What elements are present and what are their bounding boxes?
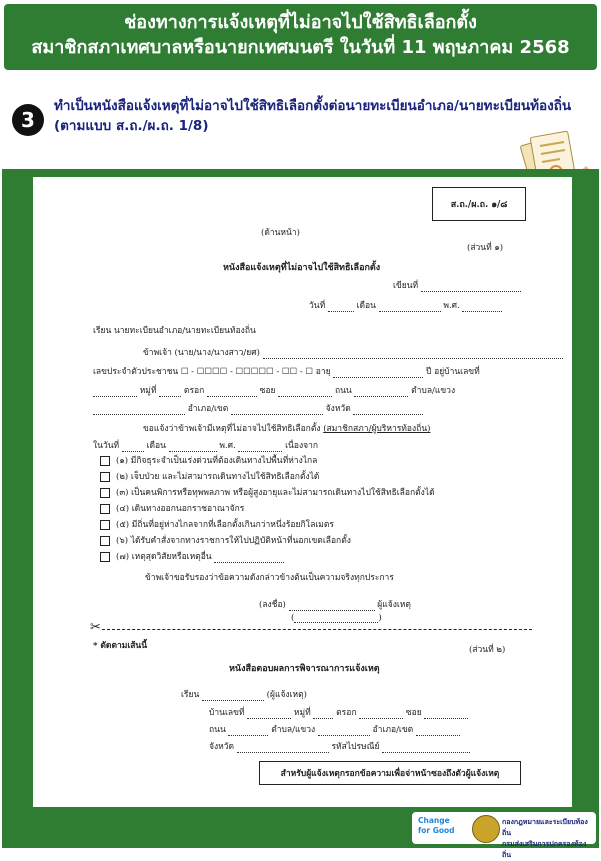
address-line2 bbox=[93, 401, 423, 415]
name-line bbox=[143, 345, 563, 359]
reason-checkbox[interactable] bbox=[100, 536, 110, 546]
reply-address-line2 bbox=[209, 722, 460, 736]
id-label: เลขประจำตัวประชาชน bbox=[93, 367, 179, 377]
reply-soi-label: ซอย bbox=[405, 708, 422, 718]
reply-tambon-label: ตำบล/แขวง bbox=[271, 725, 316, 735]
envelope-address-note: สำหรับผู้แจ้งเหตุกรอกข้อความเพื่อจ่าหน้าซองถึงตัวผู้แจ้งเหตุ bbox=[259, 761, 521, 785]
on-date-line bbox=[93, 438, 318, 452]
address-line1 bbox=[93, 383, 455, 397]
reason-checkbox[interactable] bbox=[100, 456, 110, 466]
notify-text: ขอแจ้งว่าข้าพเจ้ามีเหตุที่ไม่อาจไปใช้สิทธิเลือกตั้ง bbox=[143, 424, 321, 434]
because-label: เนื่องจาก bbox=[285, 441, 318, 451]
org-name bbox=[502, 817, 594, 861]
date-year-label: พ.ศ. bbox=[443, 301, 460, 311]
name-label: ข้าพเจ้า (นาย/นาง/นางสาว/ยศ) bbox=[143, 348, 260, 358]
road-label: ถนน bbox=[334, 386, 352, 396]
reason-label: (๓) เป็นคนพิการหรือทุพพลภาพ หรือผู้สูงอายุและไม่สามารถเดินทางไปใช้สิทธิเลือกตั้งได้ bbox=[116, 488, 435, 498]
years-house-label: ปี อยู่บ้านเลขที่ bbox=[426, 367, 480, 377]
reply-road-label: ถนน bbox=[209, 725, 226, 735]
reason-label: (๔) เดินทางออกนอกราชอาณาจักร bbox=[116, 504, 245, 514]
part1-label: (ส่วนที่ ๑) bbox=[467, 243, 504, 253]
step-number-badge: 3 bbox=[12, 104, 44, 136]
reason-item bbox=[100, 485, 435, 499]
addressee: เรียน นายทะเบียนอำเภอ/นายทะเบียนท้องถิ่น bbox=[93, 326, 256, 336]
date-day-label: วันที่ bbox=[309, 301, 326, 311]
on-date-label: ในวันที่ bbox=[93, 441, 120, 451]
reason-label: (๒) เจ็บป่วย และไม่สามารถเดินทางไปใช้สิทธิเลือกตั้งได้ bbox=[116, 472, 320, 482]
id-line bbox=[93, 364, 480, 378]
printed-name-line: ( ) bbox=[291, 613, 382, 623]
on-date-month-label: เดือน bbox=[146, 441, 166, 451]
reason-item bbox=[100, 501, 244, 515]
written-at-line bbox=[393, 278, 521, 292]
reason-label: (๕) มีถิ่นที่อยู่ห่างไกลจากที่เลือกตั้งเกินกว่าหนึ่งร้อยกิโลเมตร bbox=[116, 520, 334, 530]
written-at-label: เขียนที่ bbox=[393, 281, 419, 291]
reason-item bbox=[100, 517, 334, 531]
reason-item bbox=[100, 549, 284, 563]
province-label: จังหวัด bbox=[325, 404, 351, 414]
notify-choice: (สมาชิกสภา/ผู้บริหารท้องถิ่น) bbox=[323, 424, 431, 434]
tambon-label: ตำบล/แขวง bbox=[411, 386, 456, 396]
reason-item bbox=[100, 453, 317, 467]
reason-checkbox[interactable] bbox=[100, 504, 110, 514]
cfg-line2: for Good bbox=[418, 826, 455, 835]
date-line bbox=[309, 298, 502, 312]
step-heading-line1: ทำเป็นหนังสือแจ้งเหตุที่ไม่อาจไปใช้สิทธิเลือกตั้งต่อนายทะเบียนอำเภอ/นายทะเบียนท้องถิ่น bbox=[54, 98, 572, 114]
cfg-line1: Change bbox=[418, 816, 450, 825]
part2-label: (ส่วนที่ ๒) bbox=[469, 645, 506, 655]
on-date-year-label: พ.ศ. bbox=[219, 441, 236, 451]
postal-label: รหัสไปรษณีย์ bbox=[331, 742, 380, 752]
reply-address-line3 bbox=[209, 739, 470, 753]
signature-line bbox=[259, 597, 411, 611]
reason-checkbox[interactable] bbox=[100, 472, 110, 482]
moo-label: หมู่ที่ bbox=[139, 386, 157, 396]
reply-heading: หนังสือตอบผลการพิจารณาการแจ้งเหตุ bbox=[229, 664, 380, 674]
reply-dear-line bbox=[181, 687, 307, 701]
notifier-label: ผู้แจ้งเหตุ bbox=[377, 600, 411, 610]
reason-label: (๖) ได้รับคำสั่งจากทางราชการให้ไปปฏิบัติหน้าที่นอกเขตเลือกตั้ง bbox=[116, 536, 351, 546]
change-for-good-logo bbox=[418, 816, 464, 840]
amphoe-label: อำเภอ/เขต bbox=[187, 404, 229, 414]
reply-moo-label: หมู่ที่ bbox=[293, 708, 311, 718]
age-label: อายุ bbox=[315, 367, 331, 377]
cut-line bbox=[102, 629, 532, 630]
trok-label: ตรอก bbox=[183, 386, 205, 396]
reason-checkbox[interactable] bbox=[100, 520, 110, 530]
step-heading bbox=[54, 96, 594, 136]
org-line2: กรมส่งเสริมการปกครองท้องถิ่น bbox=[502, 840, 587, 859]
reason-label: (๑) มีกิจธุระจำเป็นเร่งด่วนที่ต้องเดินทางไปพื้นที่ห่างไกล bbox=[116, 456, 318, 466]
sign-label: (ลงชื่อ) bbox=[259, 600, 286, 610]
reply-address-line1 bbox=[209, 705, 468, 719]
scissors-icon: ✂ bbox=[90, 620, 101, 635]
reason-label: (๗) เหตุสุดวิสัยหรือเหตุอื่น bbox=[116, 552, 212, 562]
notifier-paren: (ผู้แจ้งเหตุ) bbox=[266, 690, 307, 700]
reason-item bbox=[100, 469, 319, 483]
reason-item bbox=[100, 533, 351, 547]
step-heading-line2: (ตามแบบ ส.ถ./ผ.ถ. 1/8) bbox=[54, 118, 209, 134]
banner-title-line1: ช่องทางการแจ้งเหตุที่ไม่อาจไปใช้สิทธิเลือกตั้ง bbox=[124, 12, 477, 33]
title-banner bbox=[4, 4, 597, 70]
banner-title-line2: สมาชิกสภาเทศบาลหรือนายกเทศมนตรี ในวันที่ 11 พฤษภาคม 2568 bbox=[31, 37, 570, 58]
form-code-box: ส.ถ./ผ.ถ. ๑/๘ bbox=[432, 187, 526, 221]
footer-logos bbox=[412, 812, 596, 859]
reason-checkbox[interactable] bbox=[100, 488, 110, 498]
form-heading: หนังสือแจ้งเหตุที่ไม่อาจไปใช้สิทธิเลือกตั้ง bbox=[223, 263, 381, 273]
date-month-label: เดือน bbox=[356, 301, 376, 311]
front-side-label: (ด้านหน้า) bbox=[261, 228, 300, 238]
certify-text: ข้าพเจ้าขอรับรองว่าข้อความดังกล่าวข้างต้นเป็นความจริงทุกประการ bbox=[145, 573, 394, 583]
reply-province-label: จังหวัด bbox=[209, 742, 235, 752]
org-line1: กองกฎหมายและระเบียบท้องถิ่น bbox=[502, 818, 588, 837]
notify-line bbox=[143, 421, 430, 435]
id-boxes: ☐ - ☐☐☐☐ - ☐☐☐☐☐ - ☐☐ - ☐ bbox=[180, 367, 314, 377]
soi-label: ซอย bbox=[259, 386, 276, 396]
department-seal-logo bbox=[472, 815, 500, 843]
reply-trok-label: ตรอก bbox=[336, 708, 357, 718]
cut-note: * ตัดตามเส้นนี้ bbox=[93, 641, 148, 651]
reason-checkbox[interactable] bbox=[100, 552, 110, 562]
form-document bbox=[33, 177, 572, 807]
dear-label: เรียน bbox=[181, 690, 200, 700]
house-no-label: บ้านเลขที่ bbox=[209, 708, 245, 718]
reply-amphoe-label: อำเภอ/เขต bbox=[372, 725, 414, 735]
